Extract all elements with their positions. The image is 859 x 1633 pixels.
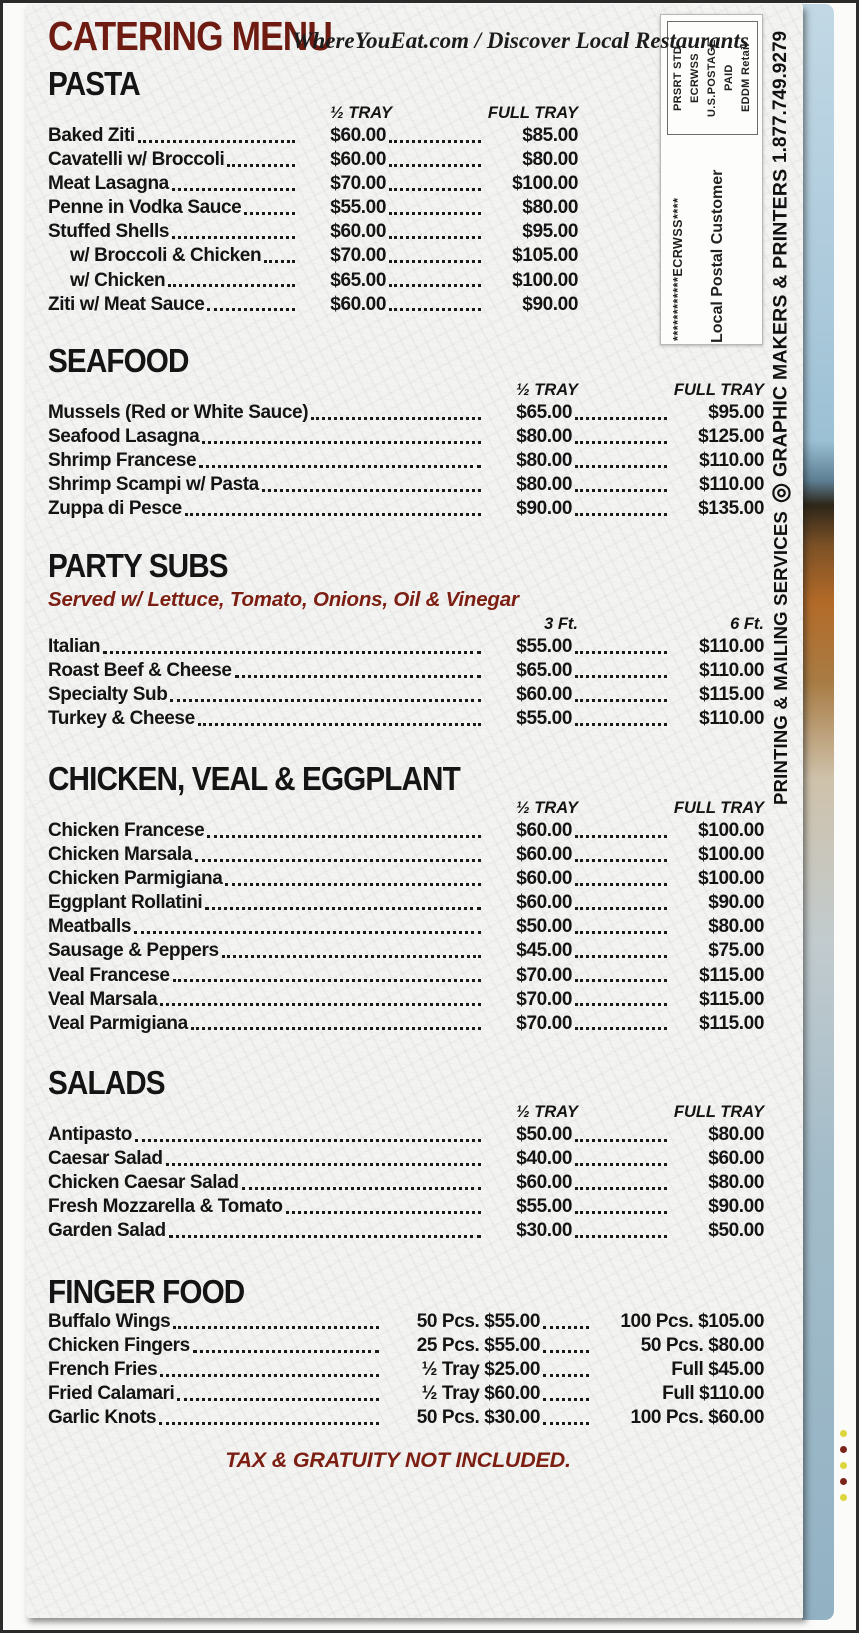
menu-item-price-2: $100.00: [512, 269, 578, 291]
menu-item-name: French Fries: [48, 1359, 158, 1381]
menu-item-row: [48, 1173, 764, 1194]
column-headers: [48, 380, 764, 400]
menu-item-name: Shrimp Francese: [48, 450, 197, 472]
menu-item-row: [48, 1221, 764, 1242]
section-title: PARTY SUBS: [48, 547, 228, 584]
menu-item-price-1: $50.00: [516, 1124, 572, 1145]
dotted-leader: [262, 489, 481, 492]
menu-item-name: Cavatelli w/ Broccoli: [48, 149, 225, 171]
dotted-leader: [168, 284, 295, 287]
menu-item-price-2: $75.00: [708, 940, 764, 962]
menu-item-row: [48, 661, 764, 682]
stamp-line: U.S.POSTAGE: [706, 39, 718, 117]
spiral-logo-icon: ◎: [767, 481, 794, 508]
menu-item-price-1: $80.00: [516, 426, 572, 448]
menu-item-price-2: $110.00: [699, 450, 764, 472]
column-headers: [48, 103, 578, 123]
dotted-leader: [195, 859, 481, 862]
menu-item-price-2: $100.00: [698, 844, 764, 866]
dotted-leader: [185, 513, 481, 516]
menu-item-name: Italian: [48, 636, 101, 657]
menu-item-price-1: $65.00: [330, 269, 386, 291]
dotted-leader: [575, 1211, 667, 1214]
menu-item-price-1: $70.00: [516, 964, 572, 986]
dotted-leader: [160, 1003, 481, 1006]
dotted-leader: [389, 212, 481, 215]
dotted-leader: [575, 1003, 667, 1006]
column-headers: [48, 798, 764, 818]
menu-item-name: Baked Ziti: [48, 125, 135, 146]
dotted-leader: [575, 931, 667, 934]
menu-item-row: [48, 1197, 764, 1218]
menu-item-row: [48, 685, 764, 706]
dotted-leader: [193, 1350, 379, 1353]
menu-item-price-2: $90.00: [522, 293, 578, 315]
dotted-leader: [543, 1422, 589, 1425]
menu-item-price-1: $60.00: [516, 684, 572, 706]
menu-item-price-1: $55.00: [516, 1196, 572, 1218]
menu-item-price-2: $95.00: [522, 221, 578, 243]
menu-item-row: [48, 1312, 764, 1333]
menu-item-row: [48, 893, 764, 914]
menu-item-price-2: $135.00: [698, 498, 764, 520]
dotted-leader: [135, 1139, 481, 1142]
dotted-leader: [575, 723, 667, 726]
menu-item-price-2: $90.00: [708, 1196, 764, 1218]
menu-item-row: [48, 709, 764, 730]
menu-item-row: [48, 475, 764, 496]
dotted-leader: [575, 417, 667, 420]
full-tray-column-header: FULL TRAY: [487, 104, 578, 122]
magazine-edge-strip: [802, 4, 834, 1620]
menu-item-price-2: $50.00: [708, 1220, 764, 1242]
menu-item-row: [48, 1336, 764, 1357]
menu-item-price-2: Full $110.00: [662, 1383, 764, 1405]
menu-section: [48, 549, 764, 733]
dotted-leader: [575, 955, 667, 958]
watermark-text: WhereYouEat.com / Discover Local Restaurants: [292, 28, 749, 53]
menu-item-price-2: $110.00: [699, 474, 764, 496]
menu-item-price-1: $60.00: [516, 844, 572, 866]
menu-item-row: [48, 174, 578, 195]
dotted-leader: [202, 441, 481, 444]
dotted-leader: [235, 675, 481, 678]
dotted-leader: [311, 417, 481, 420]
half-tray-column-header: ½ TRAY: [515, 381, 578, 399]
ecrwss-line: ************ECRWSS****: [671, 197, 685, 341]
menu-item-row: [48, 990, 764, 1011]
dotted-leader: [389, 236, 481, 239]
full-tray-column-header: 6 Ft.: [730, 615, 764, 633]
dotted-leader: [575, 979, 667, 982]
menu-item-price-2: $95.00: [708, 402, 764, 423]
dotted-leader: [389, 260, 481, 263]
menu-item-price-1: $55.00: [516, 636, 572, 657]
menu-item-price-1: $90.00: [516, 498, 572, 520]
printing-services-text: PRINTING & MAILING SERVICES: [770, 511, 791, 805]
menu-item-price-1: $40.00: [516, 1148, 572, 1170]
dotted-leader: [575, 1139, 667, 1142]
menu-item-name: Veal Parmigiana: [48, 1012, 188, 1034]
dotted-leader: [103, 651, 481, 654]
menu-item-row: [48, 246, 578, 267]
menu-item-price-1: $60.00: [516, 1172, 572, 1194]
postal-label: [660, 14, 763, 345]
menu-item-price-1: $70.00: [516, 1012, 572, 1034]
dotted-leader: [170, 699, 481, 702]
menu-item-price-2: $115.00: [699, 988, 764, 1010]
dotted-leader: [389, 164, 481, 167]
menu-item-price-1: $65.00: [516, 660, 572, 682]
dotted-leader: [159, 1422, 379, 1425]
stamp-line: ECRWSS: [689, 53, 701, 103]
dotted-leader: [264, 260, 295, 263]
dotted-leader: [242, 1187, 481, 1190]
section-title: PASTA: [48, 65, 140, 102]
stamp-line: PAID: [723, 64, 735, 92]
menu-item-row: [48, 966, 764, 987]
dotted-leader: [222, 955, 481, 958]
menu-item-price-2: $100.00: [512, 173, 578, 195]
menu-item-price-1: $60.00: [516, 892, 572, 914]
menu-item-price-2: $80.00: [522, 197, 578, 219]
menu-item-name: Shrimp Scampi w/ Pasta: [48, 474, 259, 496]
menu-item-row: [48, 222, 578, 243]
dotted-leader: [227, 164, 295, 167]
menu-item-name: Meat Lasagna: [48, 173, 169, 195]
menu-item-row: [48, 150, 578, 171]
printer-phone-number: 1.877.749.9279: [770, 30, 791, 163]
column-headers: [48, 614, 764, 634]
menu-item-row: [48, 451, 764, 472]
dotted-leader: [225, 883, 481, 886]
column-headers: [48, 1102, 764, 1122]
menu-item-price-1: $80.00: [516, 474, 572, 496]
dotted-leader: [543, 1350, 589, 1353]
menu-item-name: Chicken Marsala: [48, 844, 192, 866]
stamp-line: PRSRT STD: [672, 45, 684, 111]
menu-item-name: Specialty Sub: [48, 684, 168, 706]
dotted-leader: [575, 699, 667, 702]
menu-item-name: Garlic Knots: [48, 1407, 157, 1429]
dotted-leader: [575, 859, 667, 862]
menu-item-price-1: $45.00: [516, 940, 572, 962]
menu-item-price-1: $60.00: [330, 221, 386, 243]
menu-item-row: [48, 198, 578, 219]
menu-item-price-1: $60.00: [330, 125, 386, 146]
menu-item-row: [48, 917, 764, 938]
menu-item-row: [48, 403, 764, 424]
menu-item-price-2: $125.00: [698, 426, 764, 448]
menu-item-row: [48, 1408, 764, 1429]
menu-item-price-2: $60.00: [708, 1148, 764, 1170]
dotted-leader: [575, 465, 667, 468]
menu-item-price-2: $115.00: [699, 684, 764, 706]
menu-item-row: [48, 637, 764, 658]
dotted-leader: [575, 513, 667, 516]
dotted-leader: [575, 441, 667, 444]
menu-item-name: Chicken Parmigiana: [48, 868, 223, 890]
menu-item-price-1: $55.00: [330, 197, 386, 219]
menu-item-price-1: $55.00: [516, 708, 572, 730]
menu-item-price-1: $70.00: [330, 173, 386, 195]
half-tray-column-header: ½ TRAY: [515, 1103, 578, 1121]
dotted-leader: [389, 308, 481, 311]
menu-item-name: Penne in Vodka Sauce: [48, 197, 242, 219]
menu-item-price-2: $80.00: [708, 1172, 764, 1194]
menu-item-name: Chicken Caesar Salad: [48, 1172, 239, 1194]
menu-section: [48, 1066, 764, 1245]
menu-item-name: Garden Salad: [48, 1220, 166, 1242]
menu-item-row: [48, 271, 578, 292]
menu-item-row: [48, 869, 764, 890]
menu-item-row: [48, 1014, 764, 1035]
menu-item-price-2: $90.00: [708, 892, 764, 914]
menu-item-price-1: $70.00: [330, 245, 386, 267]
dotted-leader: [575, 1027, 667, 1030]
menu-item-name: Buffalo Wings: [48, 1311, 171, 1332]
dotted-leader: [198, 723, 481, 726]
menu-item-row: [48, 941, 764, 962]
menu-item-price-1: $65.00: [516, 402, 572, 423]
dotted-leader: [191, 1027, 481, 1030]
dotted-leader: [389, 284, 481, 287]
menu-item-price-2: $110.00: [699, 660, 764, 682]
dotted-leader: [575, 489, 667, 492]
dotted-leader: [169, 1235, 481, 1238]
dotted-leader: [543, 1326, 589, 1329]
section-title: SALADS: [48, 1064, 165, 1101]
dotted-leader: [389, 188, 481, 191]
menu-item-price-1: $60.00: [516, 820, 572, 841]
half-tray-column-header: 3 Ft.: [544, 615, 578, 633]
section-subtitle: Served w/ Lettuce, Tomato, Onions, Oil & Vinegar: [48, 588, 519, 611]
dotted-leader: [166, 1163, 481, 1166]
menu-item-name: Mussels (Red or White Sauce): [48, 402, 309, 423]
menu-item-name: Zuppa di Pesce: [48, 498, 182, 520]
stamp-line: EDDM Retail: [740, 43, 752, 113]
page-title: CATERING MENU: [48, 13, 332, 59]
menu-item-price-1: ½ Tray $60.00: [421, 1383, 540, 1405]
menu-item-name: Sausage & Peppers: [48, 940, 219, 962]
menu-item-price-2: 50 Pcs. $80.00: [640, 1335, 764, 1357]
menu-item-row: [48, 295, 578, 316]
dotted-leader: [207, 308, 295, 311]
menu-item-row: [48, 1360, 764, 1381]
menu-item-name: Stuffed Shells: [48, 221, 170, 243]
printer-brand-text: GRAPHIC MAKERS & PRINTERS: [769, 168, 792, 478]
menu-item-name: w/ Broccoli & Chicken: [70, 245, 262, 267]
half-tray-column-header: ½ TRAY: [515, 799, 578, 817]
dotted-leader: [575, 675, 667, 678]
menu-section: [48, 344, 764, 523]
menu-item-price-2: $100.00: [698, 820, 764, 841]
menu-item-price-2: $85.00: [522, 125, 578, 146]
full-tray-column-header: FULL TRAY: [673, 799, 764, 817]
menu-item-name: Seafood Lasagna: [48, 426, 200, 448]
menu-item-name: w/ Chicken: [70, 269, 166, 291]
dotted-leader: [575, 1235, 667, 1238]
menu-item-price-1: $60.00: [330, 149, 386, 171]
menu-item-price-2: 100 Pcs. $105.00: [620, 1311, 764, 1332]
dotted-leader: [173, 979, 481, 982]
dotted-leader: [575, 883, 667, 886]
dotted-leader: [575, 835, 667, 838]
full-tray-column-header: FULL TRAY: [673, 1103, 764, 1121]
dotted-leader: [172, 188, 295, 191]
dotted-leader: [177, 1398, 379, 1401]
dotted-leader: [205, 907, 481, 910]
menu-item-row: [48, 821, 764, 842]
dotted-leader: [543, 1398, 589, 1401]
menu-item-price-1: 50 Pcs. $55.00: [416, 1311, 540, 1332]
dotted-leader: [172, 236, 295, 239]
menu-item-name: Roast Beef & Cheese: [48, 660, 232, 682]
dotted-leader: [575, 907, 667, 910]
menu-item-price-2: $110.00: [699, 708, 764, 730]
menu-item-row: [48, 427, 764, 448]
dotted-leader: [173, 1326, 379, 1329]
dotted-leader: [543, 1374, 589, 1377]
section-title: FINGER FOOD: [48, 1273, 245, 1310]
dotted-leader: [199, 465, 481, 468]
menu-item-row: [48, 1125, 764, 1146]
menu-section: [48, 762, 764, 1038]
menu-item-price-1: $70.00: [516, 988, 572, 1010]
dotted-leader: [389, 140, 481, 143]
postal-customer-line: Local Postal Customer: [709, 169, 726, 343]
menu-item-price-2: $80.00: [708, 916, 764, 938]
menu-item-price-1: $50.00: [516, 916, 572, 938]
dotted-leader: [138, 140, 295, 143]
menu-item-row: [48, 126, 578, 147]
menu-item-price-1: $60.00: [330, 293, 386, 315]
menu-item-row: [48, 845, 764, 866]
dotted-leader: [207, 835, 481, 838]
menu-item-price-2: Full $45.00: [671, 1359, 764, 1381]
menu-item-row: [48, 1149, 764, 1170]
menu-item-price-2: $115.00: [699, 964, 764, 986]
menu-item-name: Fresh Mozzarella & Tomato: [48, 1196, 283, 1218]
dotted-leader: [575, 1187, 667, 1190]
tax-gratuity-note: TAX & GRATUITY NOT INCLUDED.: [225, 1448, 571, 1472]
menu-item-price-2: $80.00: [522, 149, 578, 171]
dotted-leader: [160, 1374, 379, 1377]
menu-item-name: Antipasto: [48, 1124, 133, 1145]
menu-item-name: Chicken Francese: [48, 820, 205, 841]
menu-item-price-2: $110.00: [699, 636, 764, 657]
menu-item-price-2: $80.00: [708, 1124, 764, 1145]
dotted-leader: [134, 931, 481, 934]
menu-section: [48, 67, 764, 319]
menu-item-price-1: $60.00: [516, 868, 572, 890]
menu-item-price-1: 50 Pcs. $30.00: [416, 1407, 540, 1429]
menu-item-price-2: $100.00: [698, 868, 764, 890]
menu-item-price-2: 100 Pcs. $60.00: [630, 1407, 764, 1429]
menu-item-name: Meatballs: [48, 916, 131, 938]
menu-section: [48, 1275, 764, 1432]
dotted-leader: [575, 1163, 667, 1166]
menu-item-name: Caesar Salad: [48, 1148, 163, 1170]
menu-item-name: Chicken Fingers: [48, 1335, 190, 1357]
menu-item-price-1: ½ Tray $25.00: [421, 1359, 540, 1381]
menu-item-price-2: $115.00: [699, 1012, 764, 1034]
section-title: CHICKEN, VEAL & EGGPLANT: [48, 760, 460, 797]
printer-credit-vertical-text: [763, 23, 799, 805]
menu-item-price-1: $30.00: [516, 1220, 572, 1242]
half-tray-column-header: ½ TRAY: [329, 104, 392, 122]
section-title: SEAFOOD: [48, 342, 189, 379]
dotted-leader: [244, 212, 295, 215]
menu-item-row: [48, 1384, 764, 1405]
menu-item-row: [48, 499, 764, 520]
menu-item-name: Veal Francese: [48, 964, 170, 986]
menu-item-price-1: 25 Pcs. $55.00: [416, 1335, 540, 1357]
dotted-leader: [575, 651, 667, 654]
dotted-leader: [286, 1211, 481, 1214]
menu-item-name: Fried Calamari: [48, 1383, 175, 1405]
menu-item-name: Veal Marsala: [48, 988, 158, 1010]
edge-dots-decoration: [840, 1430, 847, 1510]
catering-menu-page: [26, 5, 803, 1618]
menu-item-name: Ziti w/ Meat Sauce: [48, 293, 205, 315]
menu-item-price-2: $105.00: [512, 245, 578, 267]
full-tray-column-header: FULL TRAY: [673, 381, 764, 399]
menu-item-name: Turkey & Cheese: [48, 708, 195, 730]
menu-item-price-1: $80.00: [516, 450, 572, 472]
menu-item-name: Eggplant Rollatini: [48, 892, 203, 914]
